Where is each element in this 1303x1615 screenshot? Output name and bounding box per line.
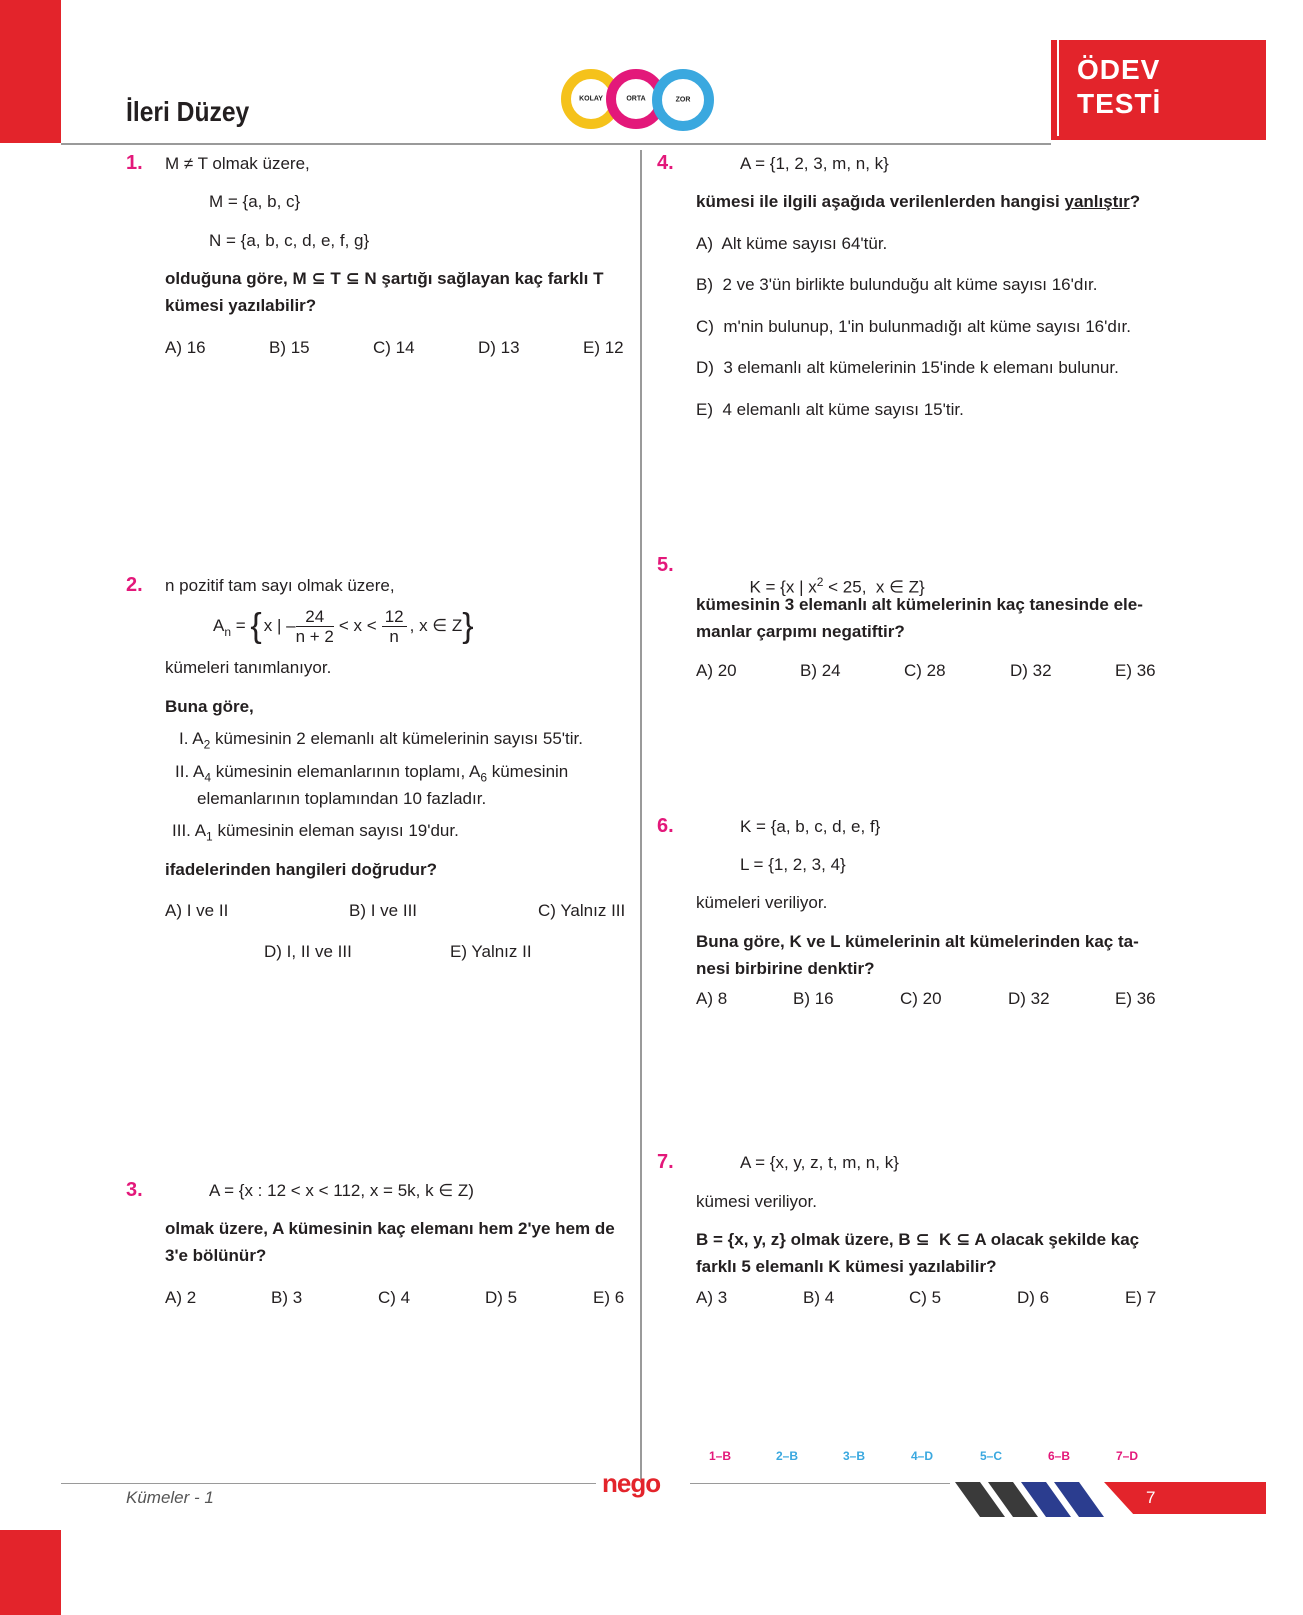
q7-question-line-2: farklı 5 elemanlı K kümesi yazılabilir?	[696, 1257, 997, 1276]
q2-s1-text: kümesinin 2 elemanlı alt kümelerinin sayısı 55'tir.	[210, 729, 583, 748]
q5-choice-c[interactable]: C) 28	[904, 661, 946, 680]
answer-key-7: 7–D	[1116, 1449, 1139, 1463]
q3-choice-d[interactable]: D) 5	[485, 1288, 518, 1307]
column-divider	[640, 150, 642, 1480]
q2-statement-2-cont: elemanlarının toplamından 10 fazladır.	[197, 789, 487, 808]
q3-question-line-2: 3'e bölünür?	[165, 1246, 267, 1265]
q7-set: A = {x, y, z, t, m, n, k}	[740, 1153, 899, 1172]
q2-set-lhs: A	[213, 616, 225, 635]
badge-line-2: TESTİ	[1077, 88, 1162, 119]
q7-choice-d[interactable]: D) 6	[1017, 1288, 1050, 1307]
q2-s2-text: kümesinin elemanlarının toplamı, A	[211, 762, 481, 781]
q2-set-mid: < x <	[338, 616, 377, 635]
answer-key-6: 6–B	[1048, 1449, 1071, 1463]
q2-s2-set: A	[192, 762, 205, 781]
q5-choice-a[interactable]: A) 20	[696, 661, 737, 680]
difficulty-orta-icon: ORTA	[606, 69, 666, 129]
q1-choice-b[interactable]: B) 15	[269, 338, 310, 357]
q1-set-n: N = {a, b, c, d, e, f, g}	[209, 231, 370, 250]
q2-s2-sub: 4	[204, 770, 211, 785]
q5-set-b: < 25, x ∈ Z}	[823, 577, 925, 597]
q5-choice-b[interactable]: B) 24	[800, 661, 841, 680]
header-divider	[61, 143, 1051, 145]
q3-question-line-1: olmak üzere, A kümesinin kaç elemanı hem 2'ye hem de	[165, 1219, 615, 1238]
answer-key-2: 2–B	[776, 1449, 799, 1463]
q5-set-a: K = {x | x	[749, 577, 817, 597]
q2-s2-label: II.	[175, 762, 190, 781]
question-7-number: 7.	[657, 1151, 674, 1173]
q4-question-text: kümesi ile ilgili aşağıda verilenlerden hangisi	[696, 192, 1065, 211]
q1-question-line-1: olduğuna göre, M ⊆ T ⊆ N şartığı sağlayan kaç farklı T	[165, 269, 604, 288]
footer-line-left	[61, 1483, 596, 1484]
page-number: 7	[1146, 1488, 1156, 1507]
footer-line-right	[690, 1483, 950, 1484]
q1-choice-d[interactable]: D) 13	[478, 338, 520, 357]
q2-s3-label: III.	[172, 821, 191, 840]
q2-choice-b[interactable]: B) I ve III	[349, 901, 418, 920]
q5-question-line-2: manlar çarpımı negatiftir?	[696, 622, 905, 641]
q2-statement-1	[179, 729, 583, 751]
q2-fraction-1	[296, 607, 334, 646]
q5-choice-d[interactable]: D) 32	[1010, 661, 1052, 680]
answer-key-1: 1–B	[709, 1449, 732, 1463]
q5-question-line-1: kümesinin 3 elemanlı alt kümelerinin kaç tanesinde ele-	[696, 595, 1143, 614]
answer-key-4: 4–D	[911, 1449, 934, 1463]
q7-line-2: kümesi veriliyor.	[696, 1192, 817, 1211]
q2-set-sub: n	[224, 625, 232, 639]
footer-topic: Kümeler - 1	[126, 1488, 214, 1507]
question-6-number: 6.	[657, 815, 674, 837]
q2-line-1: n pozitif tam sayı olmak üzere,	[165, 576, 395, 595]
q3-set: A = {x : 12 < x < 112, x = 5k, k ∈ Z)	[209, 1181, 474, 1200]
q4-question-emphasis: yanlıştır	[1064, 192, 1130, 211]
q2-s1-sub: 2	[203, 737, 211, 752]
q2-s3-sub: 1	[206, 829, 213, 844]
q1-choice-a[interactable]: A) 16	[165, 338, 206, 357]
q7-choice-a[interactable]: A) 3	[696, 1288, 728, 1307]
q2-line-3: Buna göre,	[165, 697, 254, 716]
q2-s1-label: I.	[179, 729, 189, 748]
question-4-number: 4.	[657, 152, 674, 174]
q7-question-line-1: B = {x, y, z} olmak üzere, B ⊆ K ⊆ A olacak şekilde kaç	[696, 1230, 1140, 1249]
q2-statement-3	[172, 821, 459, 843]
q3-choice-a[interactable]: A) 2	[165, 1288, 197, 1307]
badge-border	[1051, 40, 1057, 140]
q6-choice-d[interactable]: D) 32	[1008, 989, 1050, 1008]
q2-frac1-den: n + 2	[295, 626, 334, 646]
difficulty-kolay-icon: KOLAY	[561, 69, 621, 129]
q2-choice-c[interactable]: C) Yalnız III	[538, 901, 626, 920]
q2-choice-d[interactable]: D) I, II ve III	[264, 942, 352, 961]
q6-choice-a[interactable]: A) 8	[696, 989, 728, 1008]
q2-s2-text2: kümesinin	[487, 762, 569, 781]
answer-key-5: 5–C	[980, 1449, 1003, 1463]
badge-base	[1051, 136, 1266, 140]
q3-choice-e[interactable]: E) 6	[593, 1288, 625, 1307]
homework-badge	[1051, 40, 1266, 140]
q6-question-line-1: Buna göre, K ve L kümelerinin alt kümelerinden kaç ta-	[696, 932, 1139, 951]
q4-question	[696, 192, 1140, 212]
q7-choice-c[interactable]: C) 5	[909, 1288, 942, 1307]
q3-choice-b[interactable]: B) 3	[271, 1288, 303, 1307]
left-red-bar-bottom	[0, 1530, 61, 1615]
question-1-number: 1.	[126, 152, 143, 174]
q6-question-line-2: nesi birbirine denktir?	[696, 959, 875, 978]
q2-set-x: x | –	[263, 616, 296, 635]
q5-set	[740, 555, 925, 598]
footer-stripes	[950, 1482, 1110, 1522]
page-number-band	[1104, 1482, 1266, 1514]
q2-frac1-num: 24	[296, 607, 334, 627]
page-title: İleri Düzey	[126, 96, 250, 127]
question-3-number: 3.	[126, 1179, 143, 1201]
q4-choice-a[interactable]: A) Alt küme sayısı 64'tür.	[696, 234, 888, 253]
q4-choice-d[interactable]: D) 3 elemanlı alt kümelerinin 15'inde k elemanı bulunur.	[696, 358, 1119, 377]
difficulty-zor-icon: ZOR	[652, 69, 714, 131]
q4-set: A = {1, 2, 3, m, n, k}	[740, 154, 889, 173]
q2-s3-text: kümesinin eleman sayısı 19'dur.	[212, 821, 459, 840]
q2-brace-close: }	[462, 607, 474, 645]
q6-line-3: kümeleri veriliyor.	[696, 893, 828, 912]
q5-choice-e[interactable]: E) 36	[1115, 661, 1156, 680]
q2-set-tail: , x ∈ Z	[409, 616, 463, 635]
q2-set-eq: =	[231, 616, 251, 635]
q6-choice-b[interactable]: B) 16	[793, 989, 834, 1008]
q2-fraction-2	[382, 607, 407, 646]
q2-question: ifadelerinden hangileri doğrudur?	[165, 860, 438, 879]
q7-choice-b[interactable]: B) 4	[803, 1288, 835, 1307]
publisher-logo: nego	[602, 1468, 661, 1498]
q1-choice-e[interactable]: E) 12	[583, 338, 624, 357]
q7-choice-e[interactable]: E) 7	[1125, 1288, 1157, 1307]
q2-frac2-num: 12	[382, 607, 407, 627]
q4-question-mark: ?	[1129, 192, 1141, 211]
q6-set-k: K = {a, b, c, d, e, f}	[740, 817, 881, 836]
q2-statement-2	[175, 762, 568, 784]
q6-choice-e[interactable]: E) 36	[1115, 989, 1156, 1008]
q2-choice-e[interactable]: E) Yalnız II	[450, 942, 532, 961]
q2-s3-set: A	[194, 821, 207, 840]
q6-choice-c[interactable]: C) 20	[900, 989, 942, 1008]
answer-key-3: 3–B	[843, 1449, 866, 1463]
badge-line-1: ÖDEV	[1077, 54, 1161, 85]
q2-brace-open: {	[250, 607, 262, 645]
q3-choice-c[interactable]: C) 4	[378, 1288, 411, 1307]
q6-set-l: L = {1, 2, 3, 4}	[740, 855, 846, 874]
q1-choice-c[interactable]: C) 14	[373, 338, 415, 357]
q1-line-1: M ≠ T olmak üzere,	[165, 154, 310, 173]
question-2-number: 2.	[126, 574, 143, 596]
q2-s1-set: A	[192, 729, 204, 748]
q1-set-m: M = {a, b, c}	[209, 192, 301, 211]
q4-choice-e[interactable]: E) 4 elemanlı alt küme sayısı 15'tir.	[696, 400, 964, 419]
q2-frac2-den: n	[389, 626, 399, 646]
q2-s2-sub2: 6	[480, 770, 487, 785]
q1-question-line-2: kümesi yazılabilir?	[165, 296, 317, 315]
q2-set-definition	[213, 603, 474, 649]
q2-line-2: kümeleri tanımlanıyor.	[165, 658, 332, 677]
q4-choice-b[interactable]: B) 2 ve 3'ün birlikte bulunduğu alt küme sayısı 16'dır.	[696, 275, 1098, 294]
left-red-bar-top	[0, 0, 61, 143]
q5-set-sup: 2	[816, 575, 824, 589]
q2-choice-a[interactable]: A) I ve II	[165, 901, 229, 920]
q4-choice-c[interactable]: C) m'nin bulunup, 1'in bulunmadığı alt küme sayısı 16'dır.	[696, 317, 1131, 336]
question-5-number: 5.	[657, 554, 674, 576]
